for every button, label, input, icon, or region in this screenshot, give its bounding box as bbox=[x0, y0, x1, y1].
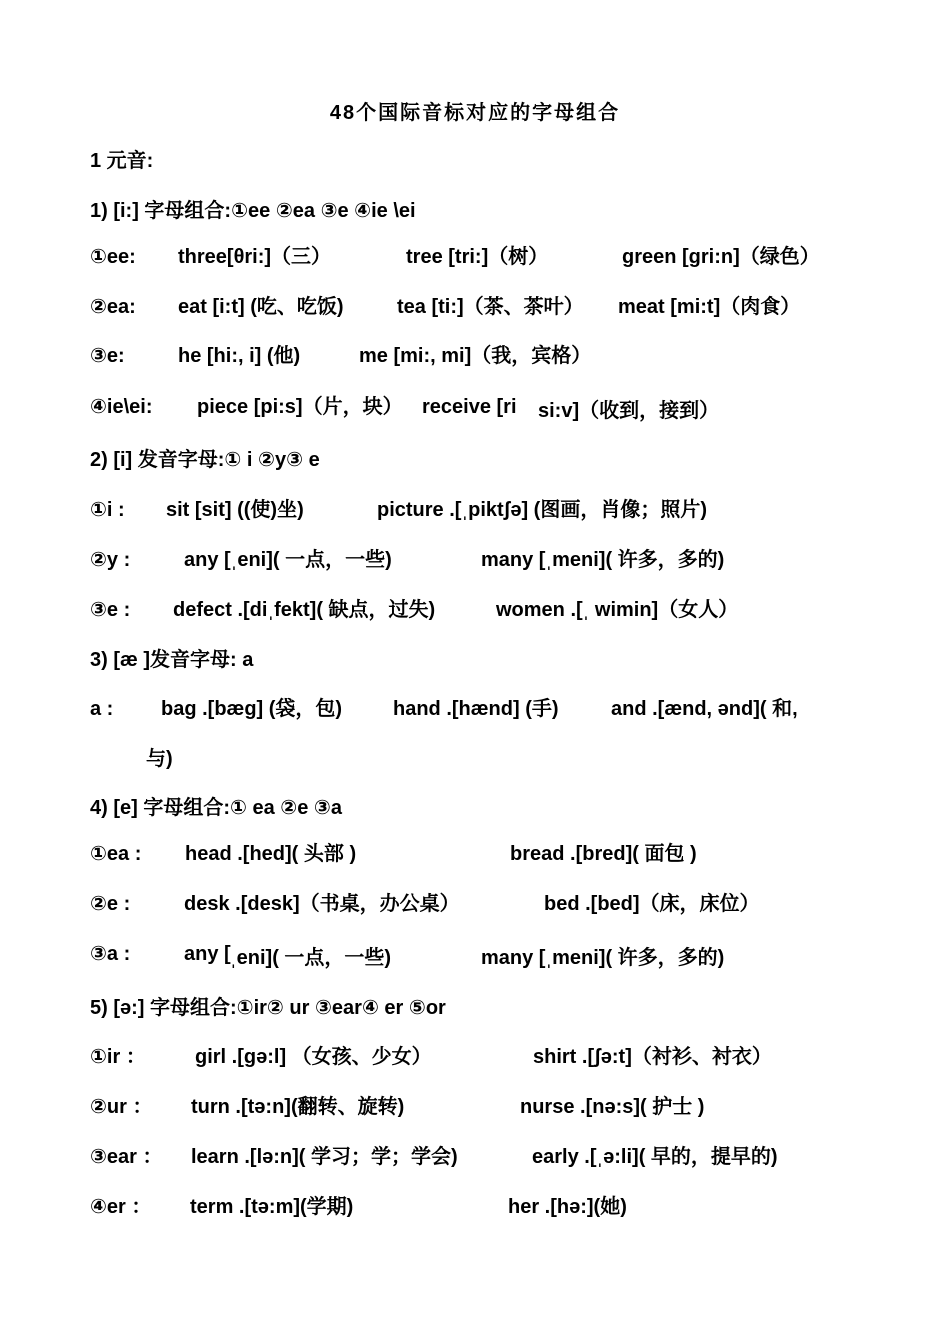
row-label: ③e: bbox=[90, 345, 125, 367]
example-word: piece [pi:s]（片，块） bbox=[197, 396, 403, 418]
example-word: learn .[lə:n]( 学习；学；学会) bbox=[191, 1146, 458, 1168]
row-label: ②e : bbox=[90, 893, 131, 915]
row-label: ①ir ： bbox=[90, 1046, 146, 1068]
subsection-heading bbox=[0, 196, 950, 226]
example-word: her .[hə:](她) bbox=[508, 1196, 627, 1218]
example-word: bag .[bæg] (袋，包) bbox=[161, 698, 343, 720]
example-word: women .[ˌ wimin]（女人） bbox=[496, 599, 739, 621]
subsection-title: 1) [i:] 字母组合:①ee ②ea ③e ④ie \ei bbox=[90, 200, 416, 222]
example-word: bed .[bed]（床，床位） bbox=[544, 893, 760, 915]
row-label: ②ea: bbox=[90, 296, 136, 318]
example-row-continued bbox=[0, 744, 950, 774]
example-word: turn .[tə:n](翻转、旋转) bbox=[191, 1096, 405, 1118]
example-word: defect .[diˌfekt]( 缺点，过失) bbox=[173, 599, 436, 621]
example-word: tea [ti:]（茶、茶叶） bbox=[397, 296, 584, 318]
example-row bbox=[0, 1042, 950, 1072]
example-word: many [ˌmeni]( 许多，多的) bbox=[481, 947, 725, 969]
example-word: he [hi:, i] (他) bbox=[178, 345, 301, 367]
example-word: shirt .[ʃə:t]（衬衫、衬衣） bbox=[533, 1046, 772, 1068]
example-row bbox=[0, 595, 950, 625]
row-label: ④er ： bbox=[90, 1196, 152, 1218]
section-heading-vowels bbox=[0, 146, 950, 176]
example-word: girl .[gə:l] （女孩、少女） bbox=[195, 1046, 432, 1068]
example-row bbox=[0, 694, 950, 724]
row-label: ②ur ： bbox=[90, 1096, 153, 1118]
example-word: eat [i:t] (吃、吃饭) bbox=[178, 296, 344, 318]
example-word: any [ bbox=[184, 943, 231, 965]
example-row bbox=[0, 495, 950, 525]
example-row bbox=[0, 292, 950, 322]
example-word: picture .[ˌpiktʃə] (图画，肖像；照片) bbox=[377, 499, 707, 521]
section-label: 1 元音: bbox=[90, 150, 154, 172]
example-word: desk .[desk]（书桌，办公桌） bbox=[184, 893, 460, 915]
subsection-heading bbox=[0, 993, 950, 1023]
row-label: a : bbox=[90, 698, 114, 720]
example-word: meat [mi:t]（肉食） bbox=[618, 296, 801, 318]
example-row bbox=[0, 889, 950, 919]
example-row bbox=[0, 1092, 950, 1122]
example-word: many [ˌmeni]( 许多，多的) bbox=[481, 549, 725, 571]
subsection-title: 2) [i] 发音字母:① i ②y③ e bbox=[90, 449, 320, 471]
example-word: sit [sit] ((使)坐) bbox=[166, 499, 304, 521]
example-row bbox=[0, 1142, 950, 1172]
subsection-title: 4) [e] 字母组合:① ea ②e ③a bbox=[90, 797, 342, 819]
example-word: tree [tri:]（树） bbox=[406, 246, 549, 268]
example-word: receive [ri bbox=[422, 396, 517, 418]
row-label: ③a : bbox=[90, 943, 131, 965]
row-label: ①ea : bbox=[90, 843, 142, 865]
example-row bbox=[0, 939, 950, 969]
example-word: si:v]（收到，接到） bbox=[538, 400, 720, 422]
subsection-heading bbox=[0, 445, 950, 475]
example-word: term .[tə:m](学期) bbox=[190, 1196, 354, 1218]
example-word: early .[ˌə:li]( 早的，提早的) bbox=[532, 1146, 778, 1168]
example-row bbox=[0, 392, 950, 422]
example-word: nurse .[nə:s]( 护士 ) bbox=[520, 1096, 705, 1118]
example-word: hand .[hænd] (手) bbox=[393, 698, 559, 720]
row-label: ③e : bbox=[90, 599, 131, 621]
subsection-title: 3) [æ ]发音字母: a bbox=[90, 649, 254, 671]
example-row bbox=[0, 242, 950, 272]
subsection-heading bbox=[0, 793, 950, 823]
subsection-title: 5) [ə:] 字母组合:①ir② ur ③ear④ er ⑤or bbox=[90, 997, 446, 1019]
example-word: ˌeni]( 一点，一些) bbox=[230, 947, 392, 969]
example-word: 与) bbox=[146, 748, 173, 770]
example-word: three[θri:]（三） bbox=[178, 246, 332, 268]
example-word: bread .[bred]( 面包 ) bbox=[510, 843, 697, 865]
example-word: head .[hed]( 头部 ) bbox=[185, 843, 357, 865]
subsection-heading bbox=[0, 645, 950, 675]
row-label: ③ear ： bbox=[90, 1146, 163, 1168]
example-word: me [mi:, mi]（我，宾格） bbox=[359, 345, 592, 367]
row-label: ②y : bbox=[90, 549, 131, 571]
row-label: ①ee: bbox=[90, 246, 136, 268]
example-row bbox=[0, 839, 950, 869]
example-word: and .[ænd, ənd]( 和, bbox=[611, 698, 798, 720]
page-title: 48个国际音标对应的字母组合 bbox=[329, 102, 621, 124]
example-row bbox=[0, 545, 950, 575]
row-label: ④ie\ei: bbox=[90, 396, 153, 418]
example-row bbox=[0, 1192, 950, 1222]
example-word: any [ˌeni]( 一点，一些) bbox=[184, 549, 392, 571]
example-word: green [gri:n]（绿色） bbox=[622, 246, 820, 268]
row-label: ①i : bbox=[90, 499, 125, 521]
example-row bbox=[0, 341, 950, 371]
